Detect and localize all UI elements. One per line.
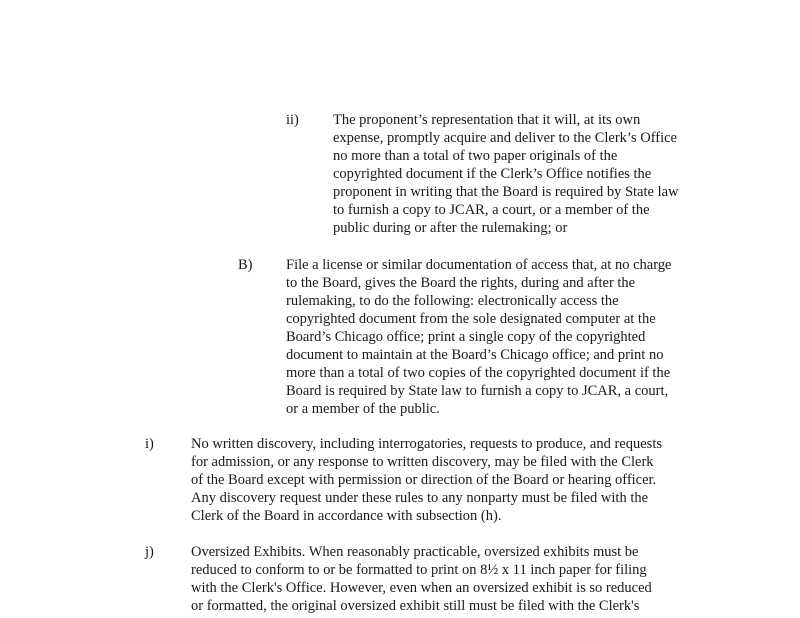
text-line: expense, promptly acquire and deliver to the Clerk’s Office — [333, 130, 677, 146]
text-line: No written discovery, including interrogatories, requests to produce, and requests — [191, 436, 662, 452]
text-line: File a license or similar documentation of access that, at no charge — [286, 257, 672, 273]
text-line: Board is required by State law to furnish a copy to JCAR, a court, — [286, 383, 669, 399]
paragraph-text — [286, 256, 671, 418]
text-line: Any discovery request under these rules to any nonparty must be filed with the — [191, 490, 649, 506]
text-line: or a member of the public. — [286, 401, 440, 417]
paragraph-text — [333, 111, 679, 237]
text-line: no more than a total of two paper originals of the — [333, 148, 618, 164]
list-marker: B) — [238, 257, 253, 273]
paragraph-text — [191, 435, 662, 525]
text-line: Clerk of the Board in accordance with subsection (h). — [191, 508, 502, 524]
text-line: to furnish a copy to JCAR, a court, or a member of the — [333, 202, 650, 218]
text-line: public during or after the rulemaking; or — [333, 220, 568, 236]
list-marker: j) — [145, 544, 154, 560]
text-line: Oversized Exhibits. When reasonably practicable, oversized exhibits must be — [191, 544, 639, 560]
text-line: more than a total of two copies of the copyrighted document if the — [286, 365, 671, 381]
text-line: reduced to conform to or be formatted to print on 8½ x 11 inch paper for filing — [191, 562, 647, 578]
text-line: of the Board except with permission or direction of the Board or hearing officer. — [191, 472, 657, 488]
paragraph-text — [191, 543, 652, 615]
text-line: with the Clerk's Office. However, even when an oversized exhibit is so reduced — [191, 580, 652, 596]
list-marker: i) — [145, 436, 154, 452]
text-line: to the Board, gives the Board the rights, during and after the — [286, 275, 636, 291]
text-line: for admission, or any response to written discovery, may be filed with the Clerk — [191, 454, 654, 470]
text-line: rulemaking, to do the following: electronically access the — [286, 293, 619, 309]
text-line: copyrighted document from the sole designated computer at the — [286, 311, 656, 327]
text-line: copyrighted document if the Clerk’s Office notifies the — [333, 166, 652, 182]
text-line: or formatted, the original oversized exhibit still must be filed with the Clerk's — [191, 598, 640, 614]
text-line: The proponent’s representation that it will, at its own — [333, 112, 641, 128]
text-line: Board’s Chicago office; print a single copy of the copyrighted — [286, 329, 646, 345]
list-marker: ii) — [286, 112, 299, 128]
text-line: document to maintain at the Board’s Chicago office; and print no — [286, 347, 664, 363]
text-line: proponent in writing that the Board is required by State law — [333, 184, 679, 200]
